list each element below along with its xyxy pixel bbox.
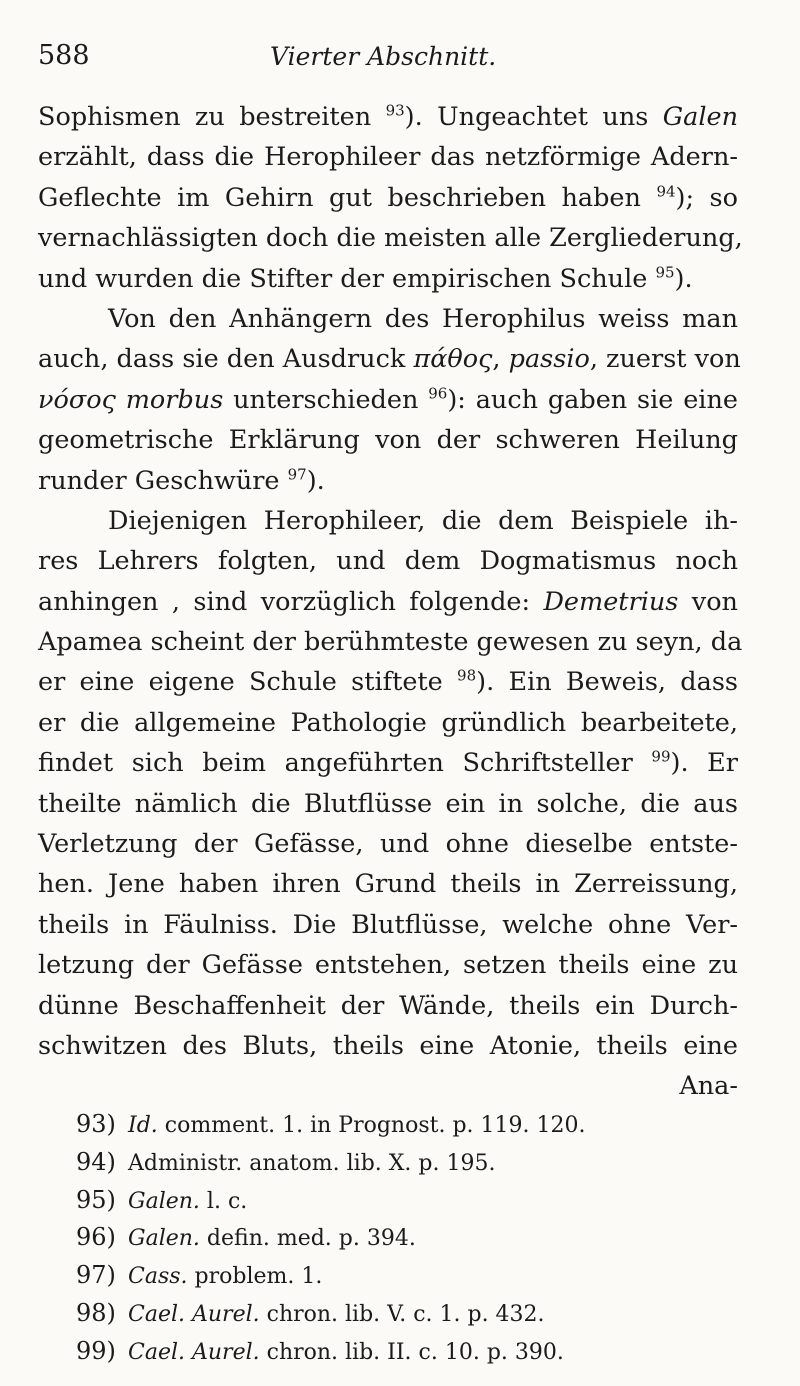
footnote-ref: 96 <box>428 384 448 403</box>
text-line: Apamea scheint der berühmteste gewesen zu seyn, da <box>38 627 743 658</box>
footnote: 97) Cass. problem. 1. <box>76 1257 736 1295</box>
text-line: theils in Fäulniss. Die Blutflüsse, welche ohne Ver- <box>38 909 738 940</box>
body-text <box>38 97 743 1107</box>
footnote: 95) Galen. l. c. <box>76 1182 736 1220</box>
footnote-number: 93) <box>76 1110 116 1138</box>
text-line: letzung der Gefässe entstehen, setzen theils eine zu <box>38 950 738 981</box>
footnote-ref: 95 <box>655 263 675 282</box>
footnote-ref: 99 <box>651 747 671 766</box>
text-line: hen. Jene haben ihren Grund theils in Zerreissung, <box>38 869 738 900</box>
footnote-number: 99) <box>76 1336 116 1365</box>
footnote: 96) Galen. defin. med. p. 394. <box>76 1219 736 1257</box>
running-title: Vierter Abschnitt. <box>270 42 497 71</box>
catchword: Ana- <box>679 1071 738 1102</box>
text-line: Geflechte im Gehirn gut beschrieben haben $^{94}$); so <box>38 182 738 213</box>
text-line: schwitzen des Bluts, theils eine Atonie, theils eine <box>38 1030 738 1061</box>
text-line: und wurden die Stifter der empirischen Schule $^{95}$). <box>38 263 693 294</box>
footnote: 93) Id. comment. 1. in Prognost. p. 119. 120. <box>76 1106 736 1144</box>
footnote-ref: 98 <box>457 666 477 685</box>
footnote-number: 94) <box>76 1147 116 1176</box>
page-header <box>38 40 760 84</box>
footnote: 99) Cael. Aurel. chron. lib. II. c. 10. p. 390. <box>76 1333 736 1371</box>
text-line: erzählt, dass die Herophileer das netzförmige Adern- <box>38 142 738 173</box>
text-line: anhingen , sind vorzüglich folgende: Demetrius von <box>38 586 738 617</box>
text-line: Sophismen zu bestreiten $^{93}$). Ungeachtet uns Galen <box>38 101 738 132</box>
footnotes <box>76 1106 736 1371</box>
text-line: res Lehrers folgten, und dem Dogmatismus noch <box>38 546 738 577</box>
footnote-ref: 93 <box>385 101 405 120</box>
footnote: 98) Cael. Aurel. chron. lib. V. c. 1. p. 432. <box>76 1295 736 1333</box>
text-line: findet sich beim angeführten Schriftsteller $^{99}$). Er <box>38 747 738 779</box>
text-line: theilte nämlich die Blutflüsse ein in solche, die aus <box>38 788 738 819</box>
text-line: er eine eigene Schule stiftete $^{98}$). Ein Beweis, dass <box>38 666 738 698</box>
page-number: 588 <box>38 40 90 71</box>
text-line: er die allgemeine Pathologie gründlich bearbeitete, <box>38 707 738 738</box>
text-line: Von den Anhängern des Herophilus weiss man <box>108 303 738 334</box>
footnote-ref: 97 <box>287 465 307 484</box>
text-line: auch, dass sie den Ausdruck πάθος, passio, zuerst von <box>38 344 741 375</box>
text-line: dünne Beschaffenheit der Wände, theils ein Durch- <box>38 990 738 1021</box>
text-line: Verletzung der Gefässe, und ohne dieselbe entste- <box>38 829 738 860</box>
footnote-number: 96) <box>76 1223 116 1252</box>
footnote-number: 95) <box>76 1185 116 1214</box>
text-line: geometrische Erklärung von der schweren Heilung <box>38 425 738 456</box>
footnote: 94) Administr. anatom. lib. X. p. 195. <box>76 1144 736 1182</box>
text-line: Diejenigen Herophileer, die dem Beispiele ih- <box>108 505 738 536</box>
text-line: runder Geschwüre $^{97}$). <box>38 465 325 496</box>
text-line: νόσος morbus unterschieden $^{96}$): auch gaben sie eine <box>38 384 738 415</box>
footnote-ref: 94 <box>656 182 676 201</box>
footnote-number: 98) <box>76 1298 116 1327</box>
footnote-number: 97) <box>76 1261 116 1290</box>
text-line: vernachlässigten doch die meisten alle Zergliederung, <box>38 223 743 254</box>
